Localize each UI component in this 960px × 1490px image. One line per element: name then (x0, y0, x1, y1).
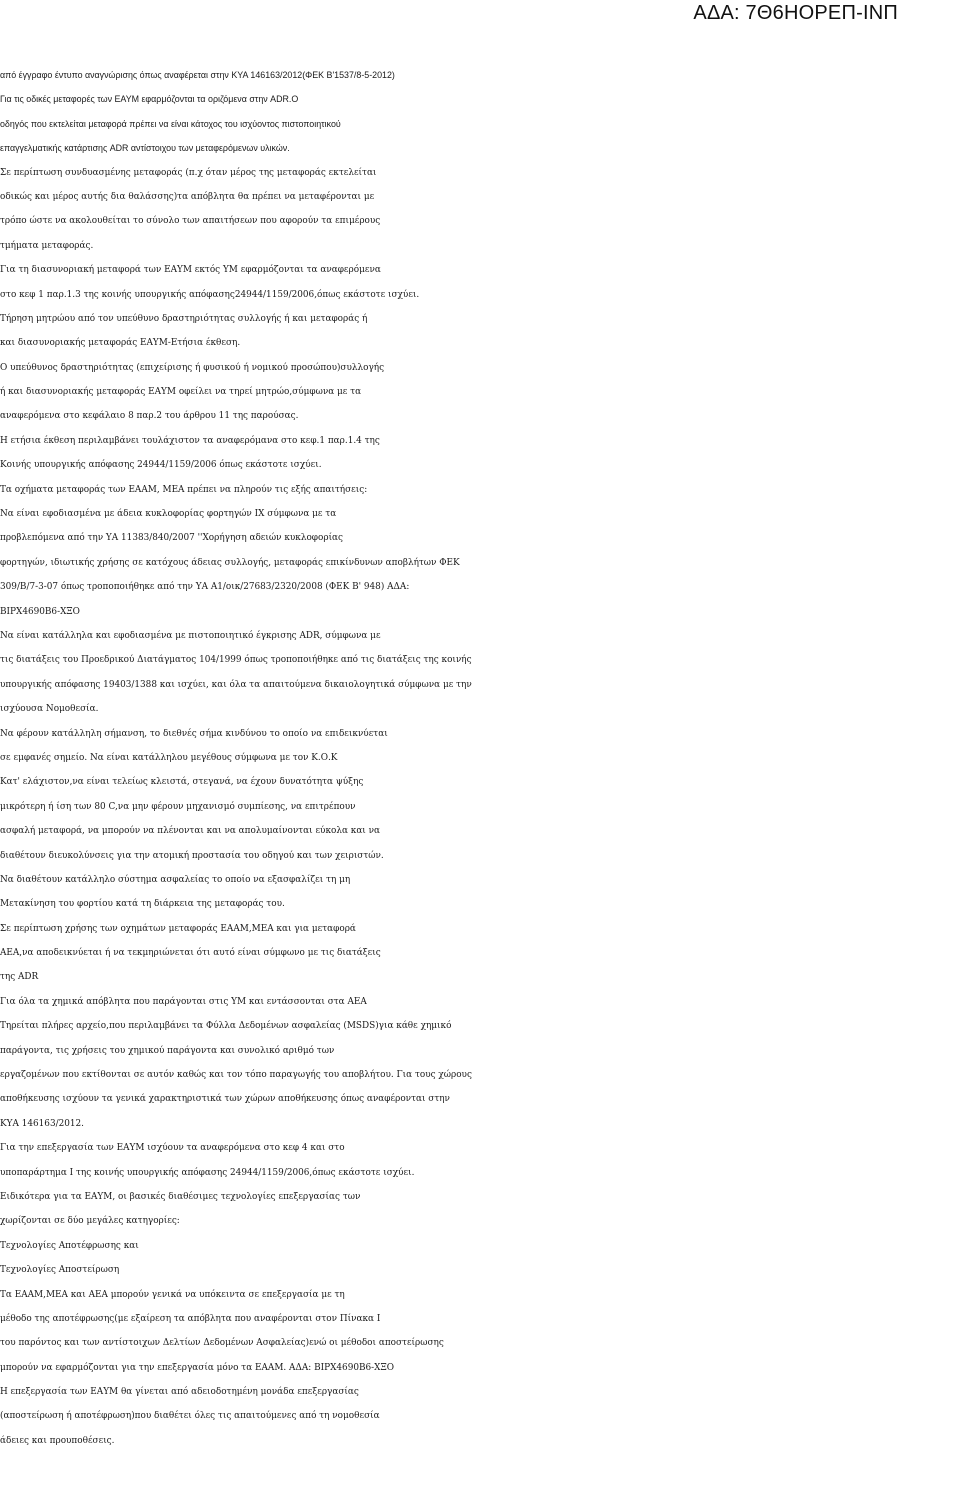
text-line: του παρόντος και των αντίστοιχων Δελτίων Δεδομένων Ασφαλείας)ενώ οι μέθοδοι αποστείρωσης (0, 1338, 444, 1349)
text-line: Να φέρουν κατάλληλη σήμανση, το διεθνές σήμα κινδύνου το οποίο να επιδεικνύεται (0, 728, 388, 739)
text-line: Να διαθέτουν κατάλληλο σύστημα ασφαλείας το οποίο να εξασφαλίζει τη μη (0, 874, 351, 885)
text-line: μπορούν να εφαρμόζονται για την επεξεργασία μόνο τα ΕΑΑΜ. ΑΔΑ: ΒΙΡΧ4690Β6-ΧΞΟ (0, 1362, 395, 1373)
text-line: της ADR (0, 972, 39, 983)
text-line: ΑΕΑ,να αποδεικνύεται ή να τεκμηριώνεται ότι αυτό είναι σύμφωνο με τις διατάξεις (0, 948, 381, 959)
text-line: 309/Β/7-3-07 όπως τροποποιήθηκε από την ΥΑ Α1/οικ/27683/2320/2008 (ΦΕΚ Β' 948) ΑΔΑ: (0, 582, 410, 593)
text-line: Μετακίνηση του φορτίου κατά τη διάρκεια της μεταφοράς του. (0, 899, 285, 910)
text-line: Κατ' ελάχιστον,να είναι τελείως κλειστά, στεγανά, να έχουν δυνατότητα ψύξης (0, 777, 364, 788)
text-line: Ο υπεύθυνος δραστηριότητας (επιχείρισης ή φυσικού ή νομικού προσώπου)συλλογής (0, 362, 385, 373)
text-line: εργαζομένων που εκτίθονται σε αυτόν καθώς και τον τόπο παραγωγής του αποβλήτου. Για τους χώρους (0, 1070, 472, 1081)
text-line: Για όλα τα χημικά απόβλητα που παράγονται στις ΥΜ και εντάσσονται στα ΑΕΑ (0, 996, 367, 1007)
text-line: Να είναι εφοδιασμένα με άδεια κυκλοφορίας φορτηγών ΙΧ σύμφωνα με τα (0, 509, 337, 520)
text-line: ισχύουσα Νομοθεσία. (0, 704, 99, 715)
text-line: Τεχνολογίες Αποστείρωση (0, 1265, 120, 1276)
document-body (0, 63, 960, 1453)
text-line: ασφαλή μεταφορά, να μπορούν να πλένονται και να απολυμαίνονται εύκολα και να (0, 826, 380, 837)
text-line: και διασυνοριακής μεταφοράς ΕΑΥΜ-Ετήσια έκθεση. (0, 338, 241, 349)
text-line: διαθέτουν διευκολύνσεις για την ατομική προστασία του οδηγού και των χειριστών. (0, 850, 384, 861)
text-line: Να είναι κατάλληλα και εφοδιασμένα με πιστοποιητικό έγκρισης ADR, σύμφωνα με (0, 630, 381, 641)
text-line: τρόπο ώστε να ακολουθείται το σύνολο των απαιτήσεων που αφορούν τα επιμέρους (0, 216, 381, 227)
text-line: σε εμφανές σημείο. Να είναι κατάλληλου μεγέθους σύμφωνα με τον Κ.Ο.Κ (0, 752, 338, 763)
text-line: επαγγελματικής κατάρτισης ADR αντίστοιχου των μεταφερόμενων υλικών. (0, 143, 290, 154)
text-line: υπουργικής απόφασης 19403/1388 και ισχύει, και όλα τα απαιτούμενα δικαιολογητικά σύμφωνα με την (0, 679, 472, 690)
text-line: μικρότερη ή ίση των 80 C,να μην φέρουν μηχανισμό συμπίεσης, να επιτρέπουν (0, 801, 356, 812)
text-line: από έγγραφο έντυπο αναγνώρισης όπως αναφέρεται στην ΚΥΑ 146163/2012(ΦΕΚ Β'1537/8-5-2012) (0, 70, 395, 80)
text-line: Τα ΕΑΑΜ,ΜΕΑ και ΑΕΑ μπορούν γενικά να υπόκειντα σε επεξεργασία με τη (0, 1289, 345, 1300)
text-line: Τα οχήματα μεταφοράς των ΕΑΑΜ, ΜΕΑ πρέπει να πληρούν τις εξής απαιτήσεις: (0, 484, 368, 495)
text-line: ΒΙΡΧ4690Β6-ΧΞΟ (0, 606, 80, 617)
text-line: Σε περίπτωση συνδυασμένης μεταφοράς (π.χ όταν μέρος της μεταφοράς εκτελείται (0, 167, 377, 178)
text-line: Τήρηση μητρώου από τον υπεύθυνο δραστηριότητας συλλογής ή και μεταφοράς ή (0, 313, 368, 324)
text-line: αναφερόμενα στο κεφάλαιο 8 παρ.2 του άρθρου 11 της παρούσας. (0, 411, 299, 422)
ada-code-header: ΑΔΑ: 7Θ6ΗΟΡΕΠ-ΙΝΠ (693, 2, 898, 24)
text-line: φορτηγών, ιδιωτικής χρήσης σε κατόχους άδειας συλλογής, μεταφοράς επικίνδυνων αποβλήτων ΦΕΚ (0, 557, 460, 568)
text-line: ή και διασυνοριακής μεταφοράς ΕΑΥΜ οφείλει να τηρεί μητρώο,σύμφωνα με τα (0, 387, 362, 398)
text-line: μέθοδο της αποτέφρωσης(με εξαίρεση τα απόβλητα που αναφέρονται στον Πίνακα Ι (0, 1313, 381, 1324)
text-line: ΚΥΑ 146163/2012. (0, 1118, 84, 1129)
text-line: τμήματα μεταφοράς. (0, 240, 94, 251)
text-line: Για την επεξεργασία των ΕΑΥΜ ισχύουν τα αναφερόμενα στο κεφ 4 και στο (0, 1143, 345, 1154)
text-line: Ειδικότερα για τα ΕΑΥΜ, οι βασικές διαθέσιμες τεχνολογίες επεξεργασίας των (0, 1191, 361, 1202)
text-line: οδικώς και μέρος αυτής δια θαλάσσης)τα απόβλητα θα πρέπει να μεταφέρονται με (0, 191, 375, 202)
text-line: στο κεφ 1 παρ.1.3 της κοινής υπουργικής απόφασης24944/1159/2006,όπως εκάστοτε ισχύει. (0, 289, 420, 300)
text-line: παράγοντα, τις χρήσεις του χημικού παράγοντα και συνολικό αριθμό των (0, 1045, 335, 1056)
text-line: άδειες και προυποθέσεις. (0, 1435, 115, 1446)
text-line: Για τις οδικές μεταφορές των ΕΑΥΜ εφαρμόζονται τα οριζόμενα στην ADR.Ο (0, 94, 299, 105)
text-line: τις διατάξεις του Προεδρικού Διατάγματος 104/1999 όπως τροποποιήθηκε από τις διατάξεις της κοινής (0, 655, 472, 666)
text-line: προβλεπόμενα από την ΥΑ 11383/840/2007 ''Χορήγηση αδειών κυκλοφορίας (0, 533, 344, 544)
text-line: χωρίζονται σε δύο μεγάλες κατηγορίες: (0, 1216, 180, 1227)
text-line: (αποστείρωση ή αποτέφρωση)που διαθέτει όλες τις απαιτούμενες από τη νομοθεσία (0, 1411, 380, 1422)
text-line: αποθήκευσης ισχύουν τα γενικά χαρακτηριστικά των χώρων αποθήκευσης όπως αναφέρονται στην (0, 1094, 450, 1105)
text-line: Τηρείται πλήρες αρχείο,που περιλαμβάνει τα Φύλλα Δεδομένων ασφαλείας (MSDS)για κάθε χημικό (0, 1021, 452, 1032)
text-line: Τεχνολογίες Αποτέφρωσης και (0, 1240, 139, 1251)
text-line: Κοινής υπουργικής απόφασης 24944/1159/2006 όπως εκάστοτε ισχύει. (0, 460, 322, 471)
text-line: Σε περίπτωση χρήσης των οχημάτων μεταφοράς ΕΑΑΜ,ΜΕΑ και για μεταφορά (0, 923, 356, 934)
text-line: Η ετήσια έκθεση περιλαμβάνει τουλάχιστον τα αναφερόμανα στο κεφ.1 παρ.1.4 της (0, 435, 380, 446)
text-line: Η επεξεργασία των ΕΑΥΜ θα γίνεται από αδειοδοτημένη μονάδα επεξεργασίας (0, 1387, 359, 1398)
text-line: οδηγός που εκτελείται μεταφορά πρέπει να είναι κάτοχος του ισχύοντος πιστοποιητικού (0, 118, 341, 129)
text-line: υποπαράρτημα Ι της κοινής υπουργικής απόφασης 24944/1159/2006,όπως εκάστοτε ισχύει. (0, 1167, 415, 1178)
text-line: Για τη διασυνοριακή μεταφορά των ΕΑΥΜ εκτός ΥΜ εφαρμόζονται τα αναφερόμενα (0, 265, 381, 276)
